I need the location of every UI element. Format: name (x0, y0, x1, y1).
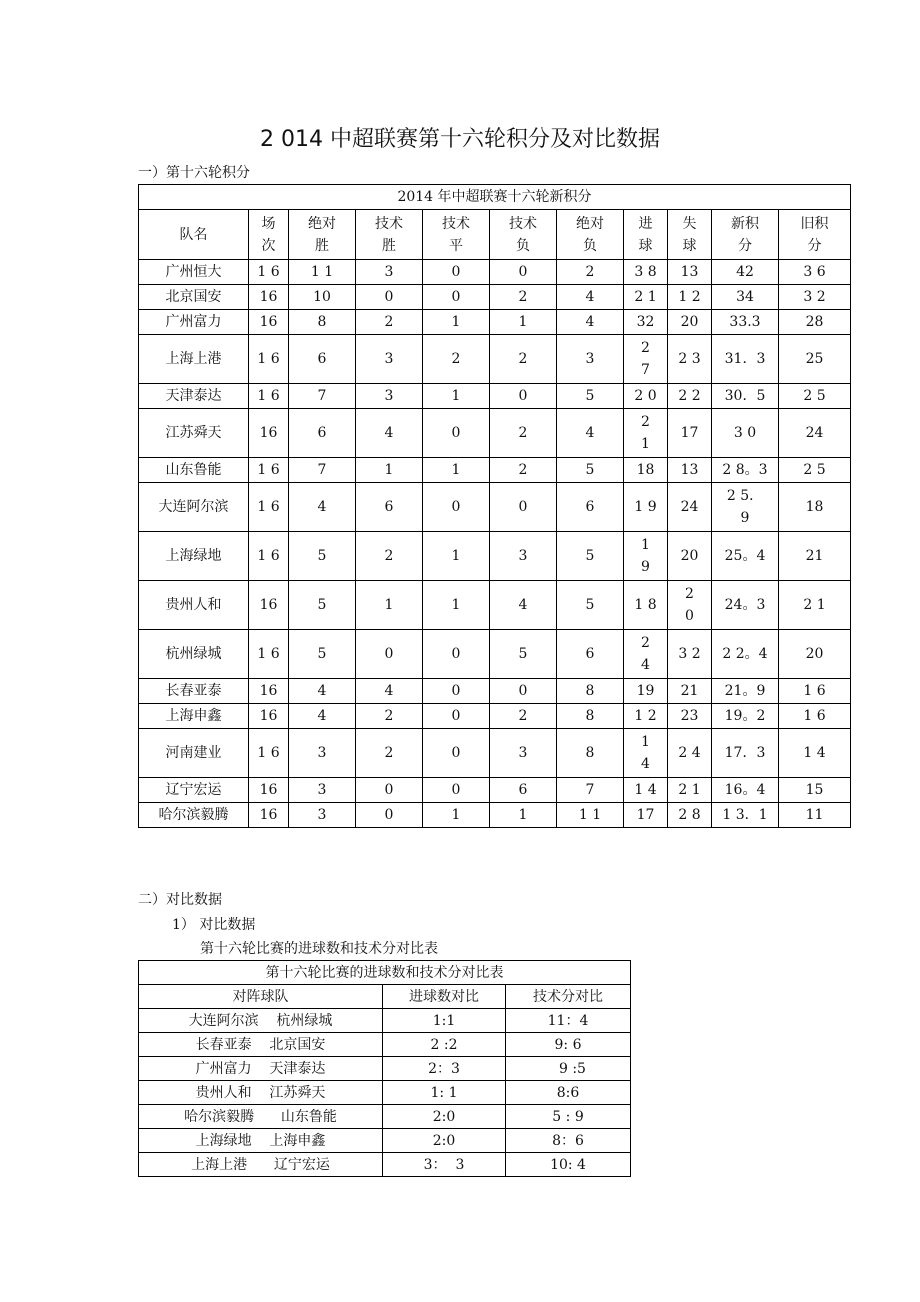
stat-cell: 3 2 (779, 285, 851, 310)
stat-cell: 4 (356, 409, 423, 458)
stat-cell: 1 9 (624, 532, 668, 581)
stat-cell: 2 2 (668, 384, 712, 409)
stat-cell: 2 1 (624, 285, 668, 310)
stat-cell: 2 3 (668, 335, 712, 384)
stat-cell: 3 0 (712, 409, 779, 458)
table-row (139, 704, 851, 729)
team-name-cell: 长春亚泰 (139, 679, 249, 704)
table-caption: 第十六轮比赛的进球数和技术分对比表 (139, 961, 631, 985)
comparison-header-row (139, 985, 631, 1009)
stat-cell: 2 (423, 335, 490, 384)
stat-cell: 8 (557, 704, 624, 729)
stat-cell: 1 8 (624, 581, 668, 630)
stat-cell: 2 (490, 409, 557, 458)
stat-cell: 4 (356, 679, 423, 704)
column-header: 绝对 负 (557, 210, 624, 260)
standings-header-row (139, 210, 851, 260)
stat-cell: 0 (423, 729, 490, 778)
stat-cell: 20 (779, 630, 851, 679)
stat-cell: 7 (557, 778, 624, 803)
stat-cell: 11 (779, 803, 851, 828)
stat-cell: 2 0 (668, 581, 712, 630)
stat-cell: 2 1 (624, 409, 668, 458)
stat-cell: 1 6 (249, 532, 289, 581)
column-header: 进 球 (624, 210, 668, 260)
column-header: 对阵球队 (139, 985, 383, 1009)
ratio-cell: 2：3 (383, 1057, 506, 1081)
stat-cell: 25 (779, 335, 851, 384)
stat-cell: 30．5 (712, 384, 779, 409)
stat-cell: 13 (668, 260, 712, 285)
stat-cell: 0 (423, 778, 490, 803)
stat-cell: 2 0 (624, 384, 668, 409)
stat-cell: 21。9 (712, 679, 779, 704)
stat-cell: 2 1 (779, 581, 851, 630)
matchup-cell: 哈尔滨毅腾 山东鲁能 (139, 1105, 383, 1129)
table-row (139, 335, 851, 384)
table-row (139, 1033, 631, 1057)
stat-cell: 1 6 (249, 483, 289, 532)
stat-cell: 5 (490, 630, 557, 679)
matchup-cell: 上海绿地 上海申鑫 (139, 1129, 383, 1153)
column-header: 队名 (139, 210, 249, 260)
stat-cell: 2 8 (668, 803, 712, 828)
stat-cell: 6 (557, 483, 624, 532)
stat-cell: 0 (490, 384, 557, 409)
stat-cell: 5 (289, 630, 356, 679)
stat-cell: 1 (423, 581, 490, 630)
table-row (139, 803, 851, 828)
table-caption: 2014 年中超联赛十六轮新积分 (139, 185, 851, 210)
stat-cell: 2 (490, 335, 557, 384)
stat-cell: 1 4 (624, 729, 668, 778)
ratio-cell: 2:0 (383, 1105, 506, 1129)
team-name-cell: 江苏舜天 (139, 409, 249, 458)
table-row (139, 581, 851, 630)
column-header: 旧积 分 (779, 210, 851, 260)
column-header: 技术 负 (490, 210, 557, 260)
stat-cell: 3 (289, 803, 356, 828)
column-header: 技术 平 (423, 210, 490, 260)
stat-cell: 20 (668, 532, 712, 581)
stat-cell: 1 (356, 458, 423, 483)
stat-cell: 1 (423, 384, 490, 409)
ratio-cell: 11：4 (506, 1009, 631, 1033)
stat-cell: 7 (289, 384, 356, 409)
standings-caption-row (139, 185, 851, 210)
stat-cell: 2 (490, 704, 557, 729)
table-row (139, 1081, 631, 1105)
stat-cell: 16 (249, 409, 289, 458)
table-row (139, 458, 851, 483)
stat-cell: 2 2。4 (712, 630, 779, 679)
stat-cell: 0 (423, 285, 490, 310)
stat-cell: 17．3 (712, 729, 779, 778)
ratio-cell: 10: 4 (506, 1153, 631, 1177)
stat-cell: 21 (779, 532, 851, 581)
table-row (139, 778, 851, 803)
stat-cell: 2 (356, 532, 423, 581)
ratio-cell: 2 :2 (383, 1033, 506, 1057)
stat-cell: 5 (289, 532, 356, 581)
matchup-cell: 广州富力 天津泰达 (139, 1057, 383, 1081)
stat-cell: 16 (249, 581, 289, 630)
stat-cell: 8 (557, 729, 624, 778)
stat-cell: 1 2 (624, 704, 668, 729)
stat-cell: 24 (668, 483, 712, 532)
stat-cell: 2 4 (624, 630, 668, 679)
ratio-cell: 8:6 (506, 1081, 631, 1105)
stat-cell: 13 (668, 458, 712, 483)
team-name-cell: 贵州人和 (139, 581, 249, 630)
stat-cell: 3 (289, 778, 356, 803)
stat-cell: 0 (356, 803, 423, 828)
stat-cell: 6 (356, 483, 423, 532)
ratio-cell: 5 : 9 (506, 1105, 631, 1129)
subsection-heading: 1） 对比数据 (172, 917, 256, 933)
stat-cell: 0 (423, 679, 490, 704)
stat-cell: 15 (779, 778, 851, 803)
team-name-cell: 大连阿尔滨 (139, 483, 249, 532)
stat-cell: 3 (289, 729, 356, 778)
matchup-cell: 贵州人和 江苏舜天 (139, 1081, 383, 1105)
stat-cell: 1 4 (624, 778, 668, 803)
matchup-cell: 长春亚泰 北京国安 (139, 1033, 383, 1057)
stat-cell: 16 (249, 803, 289, 828)
stat-cell: 1 6 (779, 679, 851, 704)
ratio-cell: 8：6 (506, 1129, 631, 1153)
section-heading-standings: 一）第十六轮积分 (138, 165, 250, 181)
stat-cell: 18 (624, 458, 668, 483)
table-row (139, 1105, 631, 1129)
column-header: 绝对 胜 (289, 210, 356, 260)
stat-cell: 18 (779, 483, 851, 532)
stat-cell: 3 6 (779, 260, 851, 285)
team-name-cell: 上海绿地 (139, 532, 249, 581)
stat-cell: 32 (624, 310, 668, 335)
team-name-cell: 北京国安 (139, 285, 249, 310)
stat-cell: 3 (356, 335, 423, 384)
stat-cell: 4 (289, 679, 356, 704)
stat-cell: 1 9 (624, 483, 668, 532)
stat-cell: 2 8。3 (712, 458, 779, 483)
stat-cell: 19。2 (712, 704, 779, 729)
stat-cell: 4 (490, 581, 557, 630)
stat-cell: 21 (668, 679, 712, 704)
column-header: 技术 胜 (356, 210, 423, 260)
team-name-cell: 哈尔滨毅腾 (139, 803, 249, 828)
stat-cell: 1 (356, 581, 423, 630)
section-heading-comparison: 二）对比数据 (138, 892, 222, 908)
stat-cell: 2 7 (624, 335, 668, 384)
stat-cell: 1 (423, 532, 490, 581)
stat-cell: 1 3．1 (712, 803, 779, 828)
stat-cell: 2 5． 9 (712, 483, 779, 532)
ratio-cell: 9: 6 (506, 1033, 631, 1057)
team-name-cell: 天津泰达 (139, 384, 249, 409)
stat-cell: 5 (557, 384, 624, 409)
stat-cell: 10 (289, 285, 356, 310)
stat-cell: 0 (423, 409, 490, 458)
stat-cell: 1 (490, 310, 557, 335)
team-name-cell: 广州富力 (139, 310, 249, 335)
stat-cell: 2 (356, 729, 423, 778)
ratio-cell: 2:0 (383, 1129, 506, 1153)
stat-cell: 8 (557, 679, 624, 704)
stat-cell: 5 (557, 458, 624, 483)
team-name-cell: 河南建业 (139, 729, 249, 778)
stat-cell: 3 (356, 260, 423, 285)
stat-cell: 1 6 (249, 260, 289, 285)
stat-cell: 31．3 (712, 335, 779, 384)
stat-cell: 3 (557, 335, 624, 384)
stat-cell: 2 (557, 260, 624, 285)
table-row (139, 409, 851, 458)
table-row (139, 285, 851, 310)
stat-cell: 16。4 (712, 778, 779, 803)
stat-cell: 0 (490, 483, 557, 532)
stat-cell: 3 (490, 729, 557, 778)
stat-cell: 16 (249, 778, 289, 803)
stat-cell: 2 (490, 458, 557, 483)
stat-cell: 16 (249, 310, 289, 335)
stat-cell: 1 6 (249, 384, 289, 409)
matchup-cell: 上海上港 辽宁宏运 (139, 1153, 383, 1177)
stat-cell: 5 (557, 532, 624, 581)
stat-cell: 4 (289, 483, 356, 532)
stat-cell: 2 1 (668, 778, 712, 803)
stat-cell: 2 5 (779, 384, 851, 409)
stat-cell: 24 (779, 409, 851, 458)
standings-table (138, 184, 851, 828)
stat-cell: 4 (289, 704, 356, 729)
stat-cell: 3 8 (624, 260, 668, 285)
stat-cell: 16 (249, 679, 289, 704)
matchup-cell: 大连阿尔滨 杭州绿城 (139, 1009, 383, 1033)
column-header: 进球数对比 (383, 985, 506, 1009)
stat-cell: 1 2 (668, 285, 712, 310)
column-header: 技术分对比 (506, 985, 631, 1009)
stat-cell: 28 (779, 310, 851, 335)
stat-cell: 5 (557, 581, 624, 630)
stat-cell: 25。4 (712, 532, 779, 581)
table-row (139, 1129, 631, 1153)
column-header: 失 球 (668, 210, 712, 260)
stat-cell: 1 (423, 310, 490, 335)
table-row (139, 260, 851, 285)
stat-cell: 1 1 (289, 260, 356, 285)
stat-cell: 33.3 (712, 310, 779, 335)
stat-cell: 0 (423, 260, 490, 285)
stat-cell: 24。3 (712, 581, 779, 630)
stat-cell: 0 (423, 483, 490, 532)
stat-cell: 16 (249, 285, 289, 310)
stat-cell: 6 (289, 409, 356, 458)
stat-cell: 6 (289, 335, 356, 384)
stat-cell: 0 (356, 778, 423, 803)
stat-cell: 3 2 (668, 630, 712, 679)
table-row (139, 384, 851, 409)
stat-cell: 1 (490, 803, 557, 828)
stat-cell: 0 (423, 704, 490, 729)
table-row (139, 1153, 631, 1177)
stat-cell: 16 (249, 704, 289, 729)
stat-cell: 3 (490, 532, 557, 581)
stat-cell: 5 (289, 581, 356, 630)
stat-cell: 2 5 (779, 458, 851, 483)
stat-cell: 1 (423, 458, 490, 483)
table-row (139, 729, 851, 778)
stat-cell: 1 4 (779, 729, 851, 778)
stat-cell: 2 4 (668, 729, 712, 778)
stat-cell: 0 (490, 679, 557, 704)
stat-cell: 2 (356, 310, 423, 335)
stat-cell: 4 (557, 285, 624, 310)
stat-cell: 6 (557, 630, 624, 679)
column-header: 场 次 (249, 210, 289, 260)
table-row (139, 1057, 631, 1081)
stat-cell: 0 (356, 630, 423, 679)
stat-cell: 8 (289, 310, 356, 335)
table-row (139, 630, 851, 679)
stat-cell: 1 1 (557, 803, 624, 828)
stat-cell: 0 (356, 285, 423, 310)
stat-cell: 0 (490, 260, 557, 285)
ratio-cell: 1: 1 (383, 1081, 506, 1105)
team-name-cell: 广州恒大 (139, 260, 249, 285)
stat-cell: 1 (423, 803, 490, 828)
comparison-caption-row (139, 961, 631, 985)
team-name-cell: 杭州绿城 (139, 630, 249, 679)
stat-cell: 17 (668, 409, 712, 458)
ratio-cell: 9 :5 (506, 1057, 631, 1081)
stat-cell: 1 6 (249, 729, 289, 778)
stat-cell: 6 (490, 778, 557, 803)
comparison-table (138, 960, 631, 1177)
table-row (139, 1009, 631, 1033)
stat-cell: 1 6 (249, 335, 289, 384)
team-name-cell: 上海上港 (139, 335, 249, 384)
column-header: 新积 分 (712, 210, 779, 260)
page-title: 2 014 中超联赛第十六轮积分及对比数据 (260, 127, 660, 152)
stat-cell: 4 (557, 310, 624, 335)
table-row (139, 483, 851, 532)
stat-cell: 34 (712, 285, 779, 310)
stat-cell: 3 (356, 384, 423, 409)
team-name-cell: 山东鲁能 (139, 458, 249, 483)
team-name-cell: 辽宁宏运 (139, 778, 249, 803)
comparison-table-caption: 第十六轮比赛的进球数和技术分对比表 (200, 941, 438, 957)
stat-cell: 42 (712, 260, 779, 285)
team-name-cell: 上海申鑫 (139, 704, 249, 729)
stat-cell: 1 6 (249, 458, 289, 483)
table-row (139, 310, 851, 335)
stat-cell: 2 (490, 285, 557, 310)
ratio-cell: 1:1 (383, 1009, 506, 1033)
stat-cell: 19 (624, 679, 668, 704)
stat-cell: 4 (557, 409, 624, 458)
stat-cell: 2 (356, 704, 423, 729)
stat-cell: 1 6 (779, 704, 851, 729)
stat-cell: 17 (624, 803, 668, 828)
ratio-cell: 3： 3 (383, 1153, 506, 1177)
stat-cell: 20 (668, 310, 712, 335)
stat-cell: 23 (668, 704, 712, 729)
stat-cell: 1 6 (249, 630, 289, 679)
table-row (139, 532, 851, 581)
table-row (139, 679, 851, 704)
stat-cell: 0 (423, 630, 490, 679)
stat-cell: 7 (289, 458, 356, 483)
